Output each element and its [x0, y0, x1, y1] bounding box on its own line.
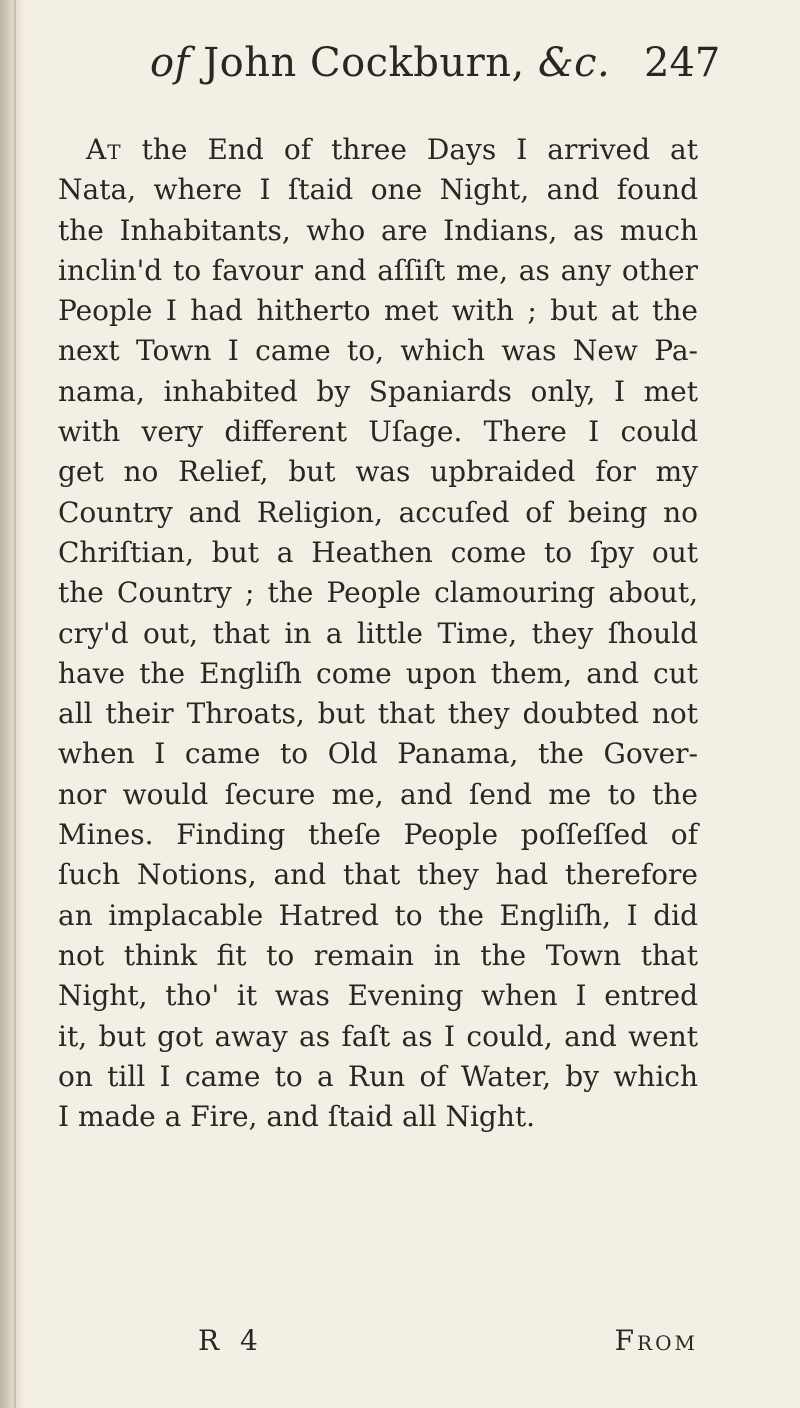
text-line-22: Night, tho' it was Evening when I entred — [58, 979, 698, 1013]
running-head-of: of — [150, 40, 190, 86]
text-line-18: Mines. Finding theſe People poſſeſſed of — [58, 818, 698, 852]
text-line-6: next Town I came to, which was New Pa- — [58, 334, 698, 368]
page-number: 247 — [644, 40, 721, 86]
text-line-5: People I had hitherto met with ; but at the — [58, 294, 698, 328]
page-header — [0, 40, 800, 100]
text-line-14: have the Engliſh come upon them, and cut — [58, 656, 698, 690]
text-line-15: all their Throats, but that they doubted not — [58, 697, 698, 731]
first-word: At — [86, 133, 122, 166]
signature-mark: R 4 — [198, 1324, 264, 1357]
running-head-etc: &c. — [537, 40, 611, 86]
text-line-10: Country and Religion, accuſed of being no — [58, 495, 698, 529]
text-line-12: the Country ; the People clamouring about, — [58, 576, 698, 610]
text-line-13: cry'd out, that in a little Time, they ſhould — [58, 616, 698, 650]
text-line-4: inclin'd to favour and aſſiſt me, as any other — [58, 253, 698, 287]
text-line-25: I made a Fire, and ſtaid all Night. — [58, 1100, 536, 1134]
text-line-1 — [58, 130, 698, 170]
text-line-1-content: the End of three Days I arrived at — [141, 133, 698, 166]
page-spine-shadow — [0, 0, 26, 1408]
text-line-21: not think fit to remain in the Town that — [58, 938, 698, 972]
text-line-23: it, but got away as faſt as I could, and went — [58, 1019, 698, 1053]
text-line-17: nor would ſecure me, and ſend me to the — [58, 777, 698, 811]
text-line-11: Chriſtian, but a Heathen come to ſpy out — [58, 535, 698, 569]
text-line-2: Nata, where I ſtaid one Night, and found — [58, 173, 698, 207]
page-spine-line — [14, 0, 16, 1408]
catchword: From — [614, 1324, 698, 1357]
text-line-19: ſuch Notions, and that they had therefore — [58, 858, 698, 892]
page-footer — [58, 1324, 698, 1364]
text-line-16: when I came to Old Panama, the Gover- — [58, 737, 698, 771]
text-line-8: with very different Uſage. There I could — [58, 415, 698, 449]
text-line-24: on till I came to a Run of Water, by which — [58, 1059, 698, 1093]
body-text — [58, 130, 698, 1137]
text-line-3: the Inhabitants, who are Indians, as much — [58, 213, 698, 247]
running-head-title: John Cockburn, — [203, 40, 525, 86]
text-line-7: nama, inhabited by Spaniards only, I met — [58, 374, 698, 408]
text-line-9: get no Relief, but was upbraided for my — [58, 455, 698, 489]
text-line-20: an implacable Hatred to the Engliſh, I did — [58, 898, 698, 932]
running-head — [150, 40, 610, 86]
